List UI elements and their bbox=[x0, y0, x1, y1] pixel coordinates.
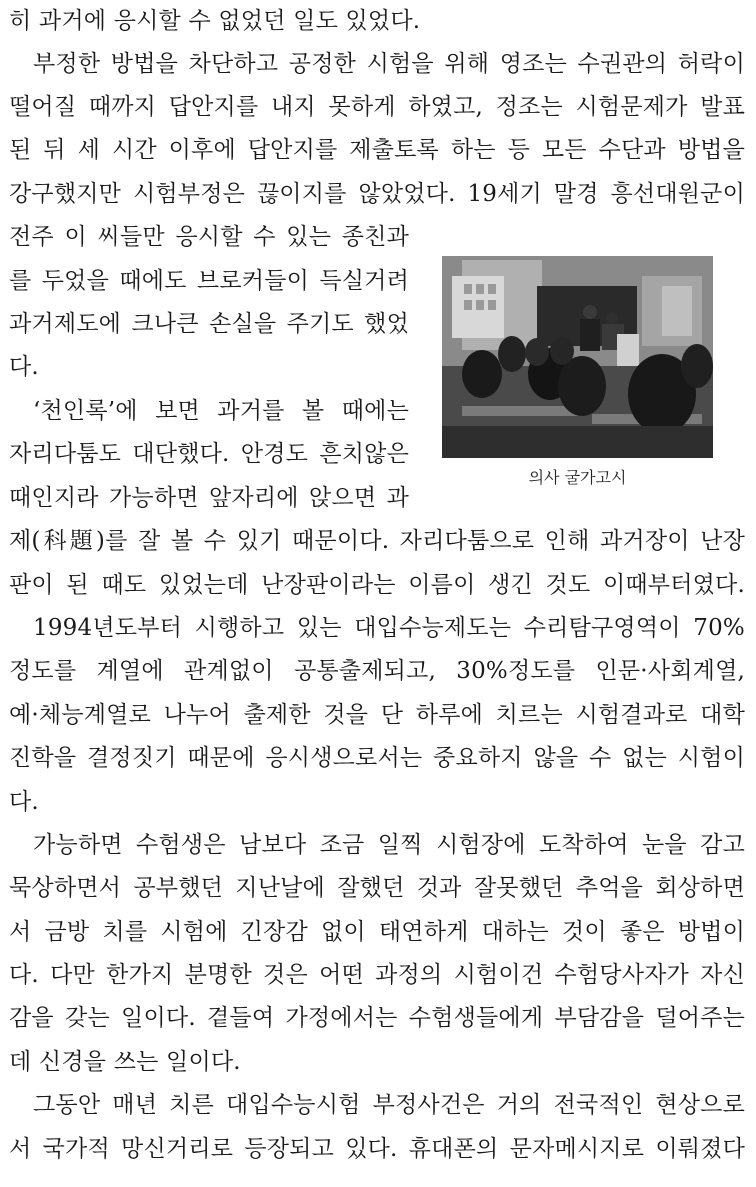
text-line: 서 금방 치를 시험에 긴장감 없이 태연하게 대하는 것이 좋은 방법이 bbox=[9, 919, 745, 945]
text-line: 자리다툼도 대단했다. 안경도 흔치않은 bbox=[9, 441, 409, 467]
text-line: 때인지라 가능하면 앞자리에 앉으면 과 bbox=[9, 485, 409, 511]
text-line: 감을 갖는 일이다. 곁들여 가정에서는 수험생들에게 부담감을 덜어주는 bbox=[9, 1005, 745, 1031]
text-line: 정도를 계열에 관계없이 공통출제되고, 30%정도를 인문·사회계열, bbox=[9, 658, 745, 684]
text-line: 서 국가적 망신거리로 등장되고 있다. 휴대폰의 문자메시지로 이뤄졌다 bbox=[9, 1136, 745, 1162]
classroom-photo-image bbox=[442, 256, 713, 458]
text-line: 떨어질 때까지 답안지를 내지 못하게 하였고, 정조는 시험문제가 발표 bbox=[9, 94, 745, 120]
text-line: 예·체능계열로 나누어 출제한 것을 단 하루에 치르는 시험결과로 대학 bbox=[9, 702, 745, 728]
text-line: 히 과거에 응시할 수 없었던 일도 있었다. bbox=[9, 8, 421, 34]
text-line: 부정한 방법을 차단하고 공정한 시험을 위해 영조는 수권관의 허락이 bbox=[33, 51, 745, 77]
figure-caption: 의사 굴가고시 bbox=[528, 468, 627, 487]
text-line: 전주 이 씨들만 응시할 수 있는 종친과 bbox=[9, 224, 409, 250]
text-line: 데 신경을 쓰는 일이다. bbox=[9, 1049, 241, 1075]
text-line: 가능하면 수험생은 남보다 조금 일찍 시험장에 도착하여 눈을 감고 bbox=[33, 832, 745, 858]
text-line: 판이 된 때도 있었는데 난장판이라는 이름이 생긴 것도 이때부터였다. bbox=[9, 572, 745, 598]
classroom-photo bbox=[442, 256, 713, 458]
text-line: 1994년도부터 시행하고 있는 대입수능제도는 수리탐구영역이 70% bbox=[33, 615, 745, 641]
text-line: 다. bbox=[9, 354, 39, 380]
text-line: ‘천인록’에 보면 과거를 볼 때에는 bbox=[33, 398, 409, 424]
text-line: 과거제도에 크나큰 손실을 주기도 했었 bbox=[9, 311, 409, 337]
text-line: 다. bbox=[9, 789, 39, 815]
text-line: 된 뒤 세 시간 이후에 답안지를 제출토록 하는 등 모든 수단과 방법을 bbox=[9, 137, 745, 163]
text-line: 강구했지만 시험부정은 끊이지를 않았었다. 19세기 말경 흥선대원군이 bbox=[9, 181, 745, 207]
text-line: 를 두었을 때에도 브로커들이 득실거려 bbox=[9, 268, 409, 294]
text-line: 제(科題)를 잘 볼 수 있기 때문이다. 자리다툼으로 인해 과거장이 난장 bbox=[9, 528, 745, 554]
text-line: 묵상하면서 공부했던 지난날에 잘했던 것과 잘못했던 추억을 회상하면 bbox=[9, 875, 745, 901]
text-line: 진학을 결정짓기 때문에 응시생으로서는 중요하지 않을 수 없는 시험이 bbox=[9, 745, 745, 771]
text-line: 다. 다만 한가지 분명한 것은 어떤 과정의 시험이건 수험당사자가 자신 bbox=[9, 962, 745, 988]
text-line: 그동안 매년 치른 대입수능시험 부정사건은 거의 전국적인 현상으로 bbox=[33, 1092, 745, 1118]
